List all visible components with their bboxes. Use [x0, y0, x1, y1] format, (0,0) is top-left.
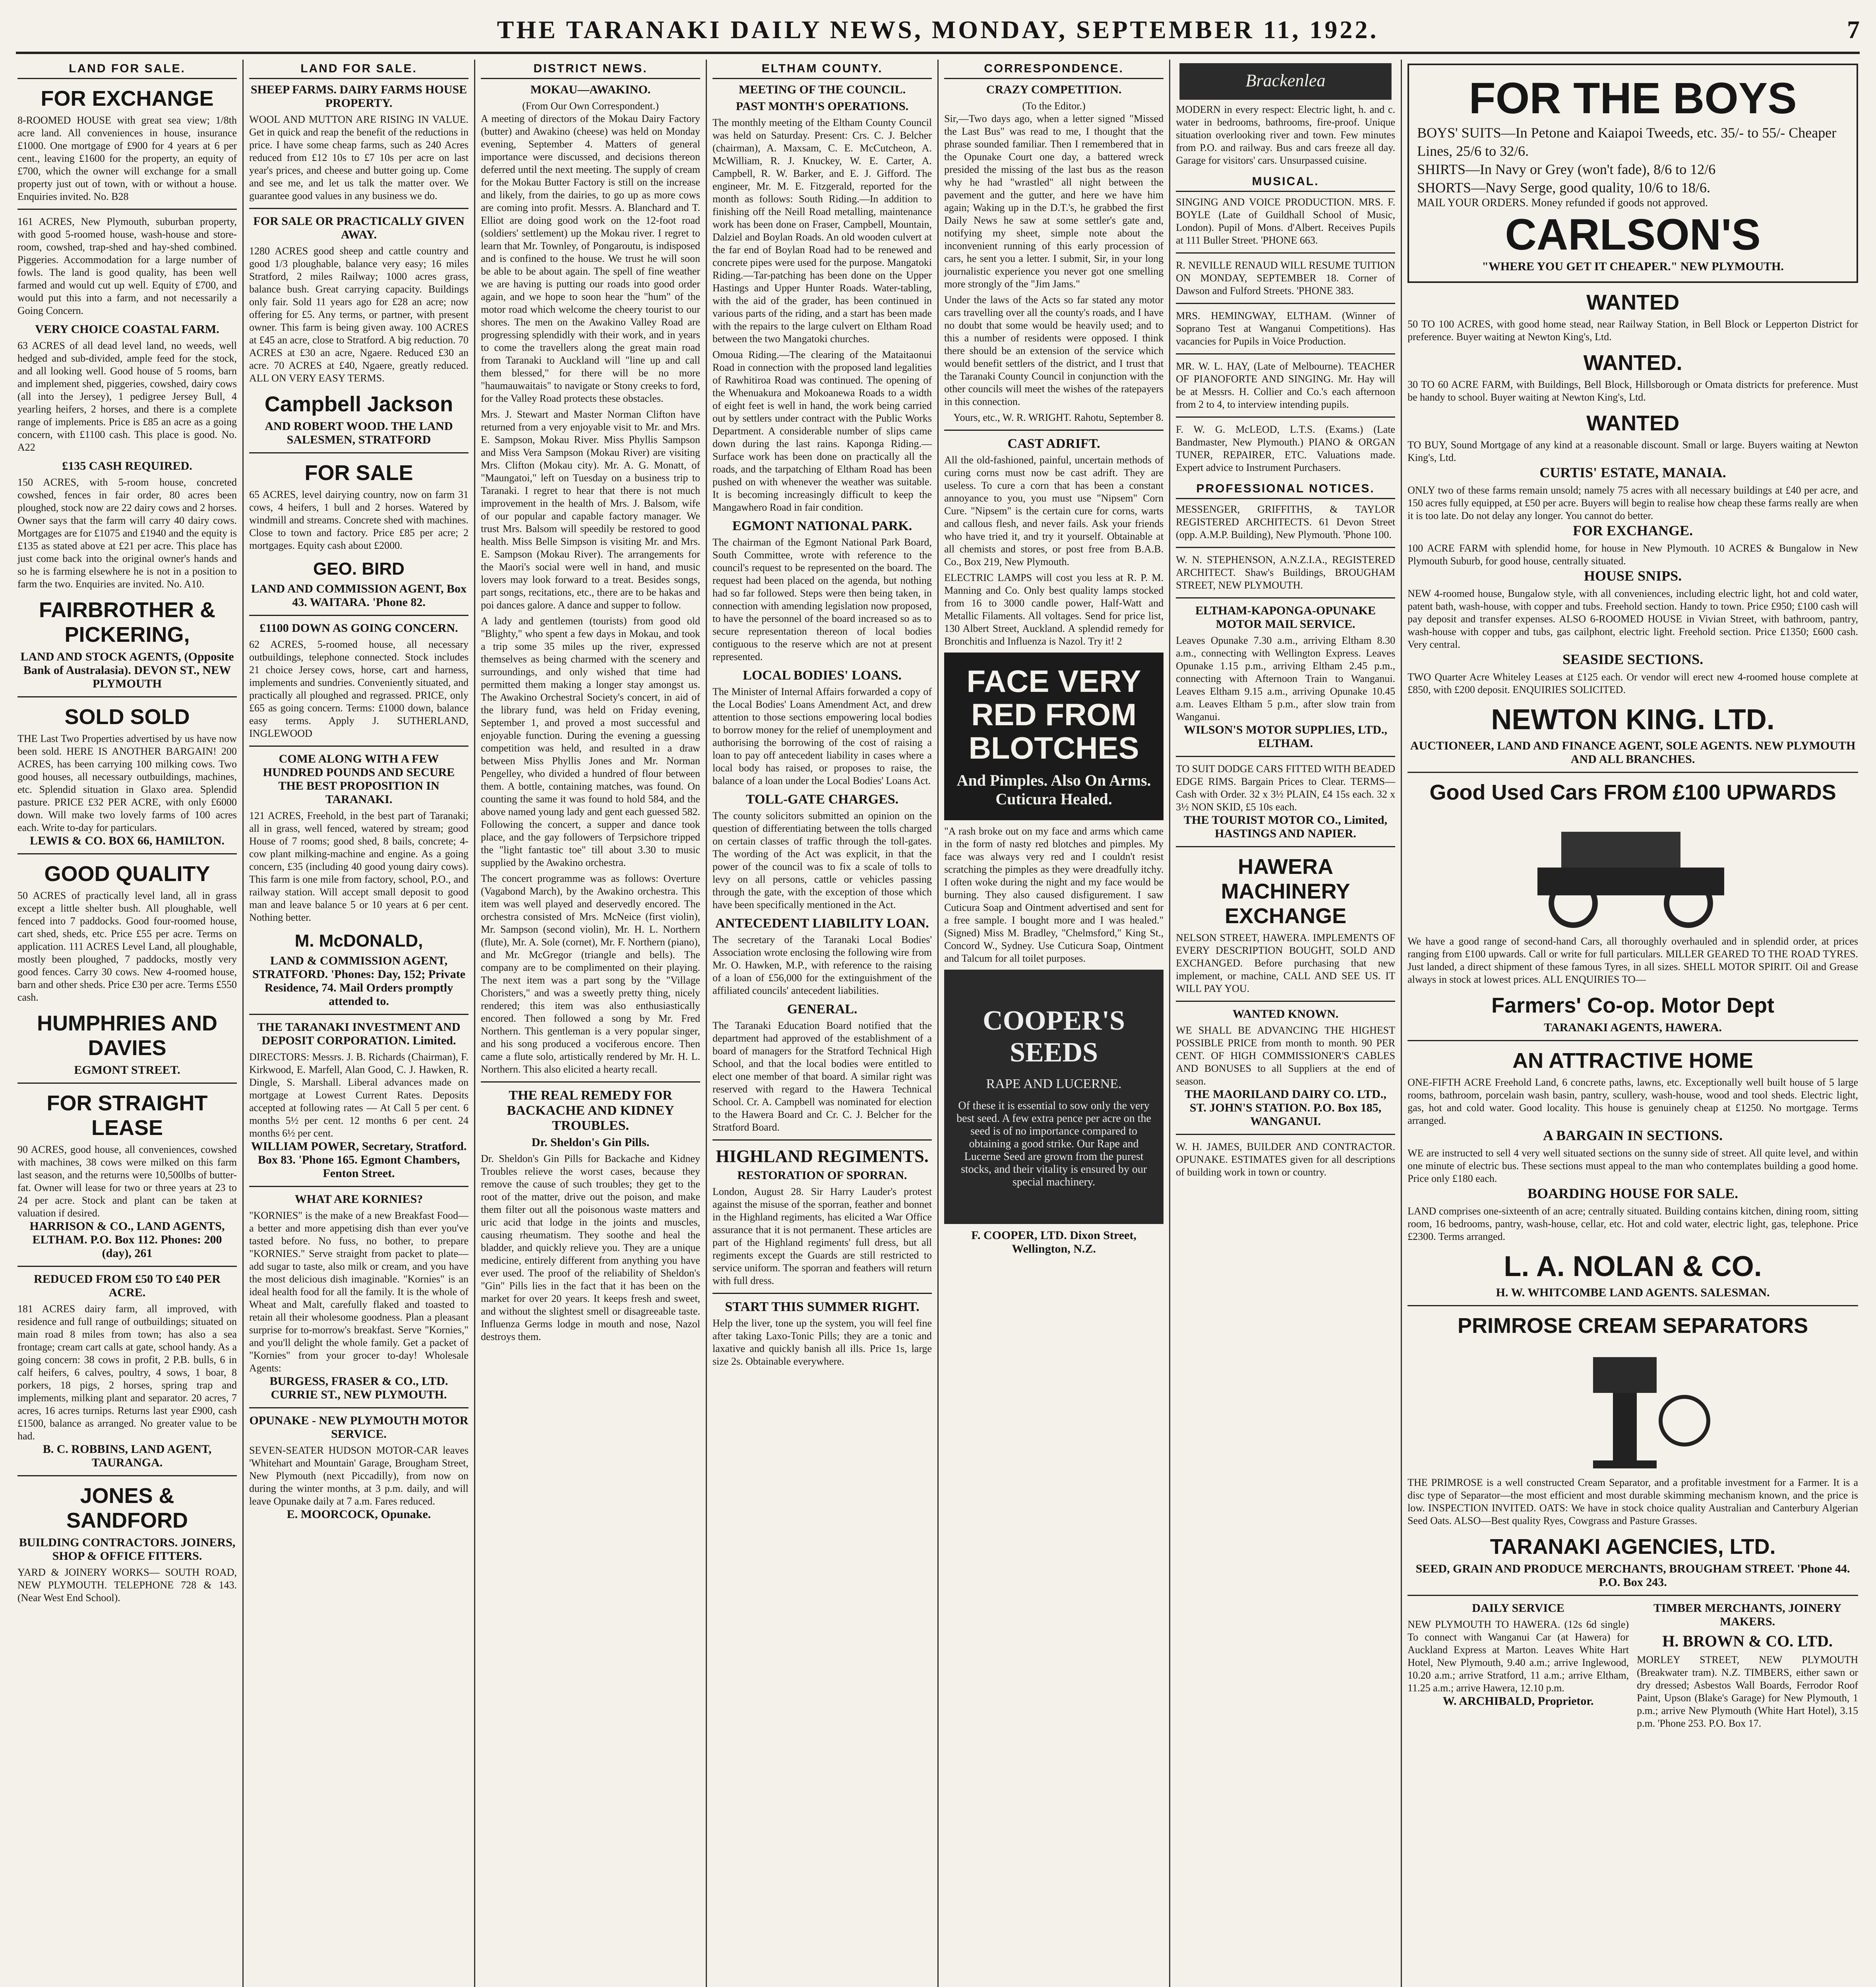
article-body: Sir,—Two days ago, when a letter signed "Missed the Last Bus" was read to me, I thought that the phrase sounded familiar. Then I remembered that in the Opunake Court one day, a battered wreck presided the missing of the last bus as the reason why he had "wrastled" all night between the pavement and the gutter, and here we have him again; Waking up in the D.T.'s, he grabbed the first Daily News he saw at some settler's gate and, notifying my sheet, simple note about the inconvenient running of this early procession of cars, he sent you a letter. I submit, Sir, in your long journalistic experience you never got one smelling more strongly of the "Jim Jams." — [944, 113, 1164, 290]
ad-line: BOYS' SUITS—In Petone and Kaiapoi Tweeds, etc. 35/- to 55/- Cheaper Lines, 25/6 to 32/6. — [1417, 125, 1837, 159]
divider — [17, 209, 237, 210]
ad-body: YARD & JOINERY WORKS— SOUTH ROAD, NEW PLYMOUTH. TELEPHONE 728 & 143. (Near West End School). — [17, 1567, 237, 1604]
section-heading: DISTRICT NEWS. — [481, 60, 700, 79]
bottom-ads — [1407, 1602, 1858, 1730]
ad-body: "A rash broke out on my face and arms which came in the form of nasty red blotches and pimples. My face was always very red and I couldn't resist scratching the pimples as they were dreadfully itchy. I often woke during the night and my face would be burning. They also caused disfigurement. I saw Cuticura Soap and Ointment advertised and sent for a free sample. I bought more and I was healed." (Signed) Miss M. Bradley, "Chelmsford," King St., Concord W., Sydney. Use Cuticura Soap, Ointment and Talcum for all toilet purposes. — [944, 825, 1164, 964]
ad-body: WE SHALL BE ADVANCING THE HIGHEST POSSIBLE PRICE from month to month. 90 PER CENT. OF HIGH COMMISSIONER'S CABLES AND BONUSES to all Suppliers at the end of season. — [1176, 1024, 1396, 1087]
agent-name: TARANAKI AGENCIES, LTD. — [1490, 1535, 1776, 1559]
ad-body: 30 TO 60 ACRE FARM, with Buildings, Bell Block, Hillsborough or Omata districts for preference. Must be handy to school. Buyer waiting at Newton King's, Ltd. — [1407, 379, 1859, 403]
section-heading: LAND FOR SALE. — [17, 60, 237, 79]
ad-body: 65 ACRES, level dairying country, now on farm 31 cows, 4 heifers, 1 bull and 2 horses. Watered by windmill and streams. Concrete shed with machines. Close to town and factory. Price £85 per acre; 2 mortgages. Equity cash about £2000. — [249, 489, 469, 551]
agent-name: HUMPHRIES AND DAVIES — [37, 1011, 218, 1060]
divider — [1176, 597, 1395, 598]
ad-body: 8-ROOMED HOUSE with great sea view; 1/8th acre land. All conveniences in house, insurance £1000. One mortgage of £900 for 4 years at 6 per cent., leaving £1600 for the property, an equity of £700, which the owner will exchange for a small property just out of town, with or without a house. Enquiries invited. No. B28 — [17, 114, 237, 202]
ad-body: MODERN in every respect: Electric light, h. and c. water in bedrooms, bathrooms, fire-proof. Unique situation overlooking river and town. Few minutes from P.O. and railway. Bus and cars freeze all day. Garage for visitors' cars. Unsurpassed cuisine. — [1176, 104, 1396, 166]
agent-name: W. ARCHIBALD, Proprietor. — [1442, 1695, 1594, 1708]
article-byline: (From Our Own Correspondent.) — [522, 100, 659, 112]
daily-service-ad — [1407, 1602, 1629, 1730]
ad-headline: FACE VERY RED FROM BLOTCHES — [966, 664, 1141, 765]
divider — [249, 615, 469, 616]
agent-details: WILLIAM POWER, Secretary, Stratford. Box 83. 'Phone 165. Egmont Chambers, Fenton Street. — [251, 1140, 467, 1180]
agent-name: Farmers' Co-op. Motor Dept — [1491, 993, 1774, 1017]
agent-details: EGMONT STREET. — [74, 1063, 180, 1077]
columns — [12, 60, 1864, 1987]
ad-body: W. H. JAMES, BUILDER AND CONTRACTOR. OPUNAKE. ESTIMATES given for all descriptions of building work in town or country. — [1176, 1141, 1396, 1178]
ad-title: A BARGAIN IN SECTIONS. — [1543, 1127, 1723, 1143]
agent-name: THE TOURIST MOTOR CO., Limited, HASTINGS AND NAPIER. — [1184, 813, 1388, 840]
divider — [17, 1266, 237, 1267]
agent-details: LAND & COMMISSION AGENT, STRATFORD. 'Phones: Day, 152; Private Residence, 74. Mail Orders promptly attended to. — [252, 954, 466, 1008]
article-body: Dr. Sheldon's Gin Pills for Backache and Kidney Troubles relieve the worst cases, because they remove the cause of such troubles; they get to the root of the matter, drive out the poison, and make them filter out all the poisonous waste matters and uric acid that lodge in the joints and muscles, causing rheumatism. They soothe and heal the bladder, and quickly relieve you. They are a unique medicine, entirely different from anything you have ever used. The proof of the reliability of Sheldon's "Gin" Pills lies in the fact that it has been on the market for over 20 years. It keeps fresh and sweet, and without the slightest smell or disagreeable taste. Influenza Germs lodge in mouth and nose, Nazol destroys them. — [481, 1153, 701, 1342]
ad-subtitle: £135 CASH REQUIRED. — [62, 459, 192, 473]
ad-body: MRS. HEMINGWAY, ELTHAM. (Winner of Soprano Test at Wanganui Competitions). Has vacancies for Pupils in Voice Production. — [1176, 310, 1396, 347]
column-6 — [1170, 60, 1402, 1987]
car-illustration — [1407, 808, 1858, 935]
cuticura-ad — [944, 653, 1164, 820]
ad-body: SEVEN-SEATER HUDSON MOTOR-CAR leaves 'Whitehart and Mountain' Garage, Brougham Street, New Plymouth (next Piccadilly), from now on during the winter months, at 3 p.m. daily, and will leave Opunake daily at 7 a.m. Fares reduced. — [249, 1445, 469, 1507]
ad-body: 50 TO 100 ACRES, with good home stead, near Railway Station, in Bell Block or Lepperton District for preference. Buyer waiting at Newton King's, Ltd. — [1407, 318, 1859, 343]
page-number: 7 — [1847, 15, 1860, 44]
agent-name: H. BROWN & CO. LTD. — [1662, 1632, 1833, 1650]
masthead — [16, 8, 1860, 54]
agent-name: WILSON'S MOTOR SUPPLIES, LTD., ELTHAM. — [1184, 723, 1387, 750]
ad-body: TO SUIT DODGE CARS FITTED WITH BEADED EDGE RIMS. Bargain Prices to Clear. TERMS—Cash with Order. 32 x 3½ PLAIN, £4 15s each. 32 x 3½ NON SKID, £5 10s each. — [1176, 763, 1396, 813]
ad-body: 50 ACRES of practically level land, all in grass except a little shelter bush. All ploughable, well fenced into 7 paddocks. Good four-roomed house, cart shed, sheds, etc. Price £55 per acre. Terms on application. 111 ACRES Level Land, all ploughable, mostly been ploughed, 7 paddocks, mostly very good fences. Carry 30 cows. New 4-roomed house, barn and other sheds. Price £30 per acre. Terms £550 cash. — [17, 890, 237, 1003]
ad-title: REDUCED FROM £50 TO £40 PER ACRE. — [34, 1272, 221, 1299]
divider — [1176, 416, 1395, 418]
article-body: London, August 28. Sir Harry Lauder's protest against the misuse of the sporran, feather and bonnet in the Highland regiments, has elicited a War Office assurance that it is not permanent. These articles are part of the Highland regiments' full dress, but all regiments except the Guards are still restricted to service uniform. The sporran and feathers will return with full dress. — [712, 1186, 932, 1286]
article-body: The Minister of Internal Affairs forwarded a copy of the Local Bodies' Loans Amendment Act, and drew attention to those sections empowering local bodies to borrow money for the relief of unemployment and authorising the borrowing of the cost of raising a loan to pay off antecedent liability in cases where a local body has raised, or proposes to raise, the balance of a loan under the Local Bodies' Loans Act. — [712, 686, 932, 786]
agent-name: F. COOPER, LTD. Dixon Street, Wellington, N.Z. — [971, 1229, 1136, 1255]
agent-name: FAIRBROTHER & PICKERING, — [39, 598, 215, 647]
ad-title: ELTHAM-KAPONGA-OPUNAKE MOTOR MAIL SERVICE. — [1195, 604, 1376, 631]
divider — [1176, 252, 1395, 254]
column-1 — [12, 60, 244, 1987]
article-title: ANTECEDENT LIABILITY LOAN. — [715, 916, 929, 931]
ad-title: TIMBER MERCHANTS, JOINERY MAKERS. — [1653, 1602, 1842, 1628]
column-2 — [244, 60, 475, 1987]
article-title: THE REAL REMEDY FOR BACKACHE AND KIDNEY TROUBLES. — [507, 1088, 674, 1133]
ad-body: Leaves Opunake 7.30 a.m., arriving Eltham 8.30 a.m., connecting with Wellington Express. Leaves Opunake 1.15 p.m., arriving Eltham 2.45 p.m., connecting with Afternoon Train to Wanganui. Leaves Eltham 9.15 a.m., arriving Opunake 10.45 a.m. Leaves Eltham 5 p.m., after slow train from Wanganui. — [1176, 635, 1396, 722]
ad-title: £1100 DOWN AS GOING CONCERN. — [259, 622, 458, 635]
agent-name: L. A. NOLAN & CO. — [1504, 1251, 1762, 1282]
ad-title: SOLD SOLD — [64, 705, 190, 729]
agent-name: Campbell Jackson — [264, 392, 453, 416]
ad-body: Of these it is essential to sow only the very best seed. A few extra pence per acre on the seed is of no importance compared to obtaining a good strike. Our Rape and Lucerne Seed are grown from the purest stocks, and their vitality is ensured by our special machinery. — [956, 1100, 1151, 1188]
divider — [249, 1186, 469, 1187]
ad-body: 90 ACRES, good house, all conveniences, cowshed with machines, 38 cows were milked on this farm last season, and the returns were 10,500lbs of butter-fat. Owner will lease for two or three years at 23 to 24 per acre. Stock and plant can be taken at valuation if desired. — [17, 1144, 237, 1219]
agent-name: HARRISON & CO., LAND AGENTS, ELTHAM. P.O. Box 112. Phones: 200 (day), 261 — [29, 1220, 225, 1260]
section-heading: ELTHAM COUNTY. — [712, 60, 932, 79]
divider — [1176, 756, 1395, 757]
article-body: ELECTRIC LAMPS will cost you less at R. P. M. Manning and Co. Only best quality lamps stocked from 16 to 3000 candle power, Half-Watt and Metallic Filaments. All voltages. Send for price list, 130 Albert Street, Auckland. A splendid remedy for Bronchitis and Influenza is Nazol. Try it! 2 — [944, 572, 1164, 647]
agent-details: H. W. WHITCOMBE LAND AGENTS. SALESMAN. — [1496, 1286, 1770, 1299]
divider — [712, 1293, 932, 1294]
ad-body: TO BUY, Sound Mortgage of any kind at a reasonable discount. Small or large. Buyers waiting at Newton King's, Ltd. — [1407, 439, 1859, 463]
ad-title: SEASIDE SECTIONS. — [1562, 651, 1704, 667]
ad-title: COME ALONG WITH A FEW HUNDRED POUNDS AND SECURE THE BEST PROPOSITION IN TARANAKI. — [263, 752, 455, 806]
divider — [249, 452, 469, 453]
ad-title: BOARDING HOUSE FOR SALE. — [1528, 1185, 1739, 1201]
ad-title: SHEEP FARMS. DAIRY FARMS HOUSE PROPERTY. — [250, 83, 467, 110]
agent-details: AND ROBERT WOOD. THE LAND SALESMEN, STRATFORD — [265, 420, 453, 446]
article-title: TOLL-GATE CHARGES. — [745, 792, 899, 807]
ad-body: ONE-FIFTH ACRE Freehold Land, 6 concrete paths, lawns, etc. Exceptionally well built house of 5 large rooms, bathroom, porcelain wash basin, pantry, scullery, wash-house, wood and tool sheds. Electric light, gas, hot and cold water. Good locality. This house is genuinely cheap at £1250. No mortgage. Terms arranged. — [1407, 1077, 1859, 1126]
ad-body: "KORNIES" is the make of a new Breakfast Food—a better and more appetising dish than ever you've tasted before. No fuss, no bother, to prepare "KORNIES." Serve straight from packet to plate—add sugar to taste, also milk or cream, and you have the most delicious dish imaginable. "Kornies" is an ideal health food for all the family. It is the whole of Wheat and Malt, carefully flaked and toasted to retain all their wholesome goodness. Plan a pleasant surprise for to-morrow's breakfast. Serve "Kornies," and you'll delight the whole family. Get a packet of "Kornies" from your grocer to-day! Wholesale Agents: — [249, 1210, 469, 1374]
article-title: START THIS SUMMER RIGHT. — [725, 1299, 920, 1314]
ad-body: TWO Quarter Acre Whiteley Leases at £125 each. Or vendor will erect new 4-roomed house complete at £850, with £200 deposit. ENQUIRIES SOLICITED. — [1407, 671, 1859, 695]
agent-name: BURGESS, FRASER & CO., LTD. CURRIE ST., NEW PLYMOUTH. — [269, 1375, 448, 1401]
divider — [1176, 547, 1395, 548]
ad-title: PRIMROSE CREAM SEPARATORS — [1458, 1314, 1808, 1338]
ad-body: MORLEY STREET, NEW PLYMOUTH (Breakwater tram). N.Z. TIMBERS, either sawn or dry dressed; Asbestos Wall Boards, Ferrodor Roof Paint, Upson (Blake's Garage) for New Plymouth, 1 p.m.; arrive New Plymouth (White Hart Hotel), 3.15 p.m. 'Phone 253. P.O. Box 17. — [1637, 1654, 1859, 1729]
ad-line: SHORTS—Navy Serge, good quality, 10/6 to 18/6. — [1417, 180, 1710, 196]
ad-title: WANTED — [1586, 290, 1680, 314]
brand-name: CARLSON'S — [1505, 210, 1761, 259]
article-subtitle: CRAZY COMPETITION. — [986, 83, 1122, 96]
coopers-seeds-ad — [944, 970, 1164, 1224]
ad-title: THE TARANAKI INVESTMENT AND DEPOSIT CORPORATION. Limited. — [257, 1021, 461, 1047]
agent-name: E. MOORCOCK, Opunake. — [287, 1508, 431, 1521]
brand-tagline: "WHERE YOU GET IT CHEAPER." NEW PLYMOUTH. — [1482, 260, 1784, 273]
article-title: HIGHLAND REGIMENTS. — [716, 1146, 929, 1166]
article-title: EGMONT NATIONAL PARK. — [732, 519, 912, 533]
ad-body: 100 ACRE FARM with splendid home, for house in New Plymouth. 10 ACRES & Bungalow in New Plymouth Suburb, for good house, centrally situated. — [1407, 542, 1859, 567]
divider — [1176, 846, 1395, 847]
article-salutation: (To the Editor.) — [1022, 100, 1086, 112]
ad-body: WOOL AND MUTTON ARE RISING IN VALUE. Get in quick and reap the benefit of the reductions in price. I have some cheap farms, such as 240 Acres reduced from £12 10s to £7 10s per acre on last year's prices, and cheese and butter going up. Come and see me, and let us talk the matter over. We guarantee good values in any business we do. — [249, 114, 469, 201]
ad-body: THE PRIMROSE is a well constructed Cream Separator, and a profitable investment for a Farmer. It is a disc type of Separator—the most efficient and most durable skimming mechanism known, and the price is low. INSPECTION INVITED. OATS: We have in stock choice quality Australian and Canterbury Algerian Seed Oats. ALSO—Best quality Ryes, Cowgrass and Pasture Grasses. — [1407, 1477, 1859, 1526]
divider — [249, 746, 469, 747]
article-title: GENERAL. — [787, 1002, 858, 1017]
article-body: Help the liver, tone up the system, you will feel fine after taking Laxo-Tonic Pills; they are a tonic and laxative and quickly banish all ills. Price 1s, large size 2s. Obtainable everywhere. — [712, 1317, 932, 1367]
agent-name: LEWIS & CO. BOX 66, HAMILTON. — [29, 834, 225, 847]
ad-body: THE Last Two Properties advertised by us have now been sold. HERE IS ANOTHER BARGAIN! 200 ACRES, has been carrying 100 milking cows. Two good houses, all necessary outbuildings, machines, etc. Splendid situation in Glaxo area. Splendid pasture. PRICE £32 PER ACRE, with only £6000 down. Will make two lovely farms of 100 acres each. Write to-day for particulars. — [17, 733, 237, 833]
ad-body: F. W. G. McLEOD, L.T.S. (Exams.) (Late Bandmaster, New Plymouth.) PIANO & ORGAN TUNER, REPAIRER, ETC. Valuations made. Expert advice to Instrument Purchasers. — [1176, 424, 1396, 473]
masthead-title: THE TARANAKI DAILY NEWS, MONDAY, SEPTEMBER 11, 1922. — [497, 15, 1379, 44]
article-subtitle: PAST MONTH'S OPERATIONS. — [736, 100, 909, 113]
agent-details: TARANAKI AGENTS, HAWERA. — [1544, 1021, 1722, 1034]
article-subtitle: Dr. Sheldon's Gin Pills. — [531, 1136, 650, 1149]
divider — [1407, 1040, 1858, 1041]
agent-details: AUCTIONEER, LAND AND FINANCE AGENT, SOLE AGENTS. NEW PLYMOUTH AND ALL BRANCHES. — [1410, 739, 1856, 766]
ad-title: FOR EXCHANGE — [41, 87, 214, 110]
ad-title: WHAT ARE KORNIES? — [294, 1193, 423, 1206]
agent-details: LAND AND COMMISSION AGENT, Box 43. WAITARA. 'Phone 82. — [251, 582, 467, 609]
ad-title: HOUSE SNIPS. — [1584, 568, 1682, 584]
section-heading: LAND FOR SALE. — [249, 60, 469, 79]
divider — [1407, 1305, 1858, 1306]
article-body: A lady and gentlemen (tourists) from good old "Blighty," who spent a few days in Mokau, and took a trip some 35 miles up the river, expressed themselves as being charmed with the scenery and surroundings, and only wished that time had permitted them making a longer stay amongst us. The Awakino Orchestral Society's concert, in aid of the library fund, was held on Friday evening, September 1, and proved a most successful and enjoyable function. During the evening a guessing competition was held, and resulted in a draw between Miss Phyllis Jones and Mr. Norman Pengelley, who divided a hundred of flour between them. A bottle, containing matches, was found. On counting the same it was found to hold 584, and the above named young lady and gent each guessed 582. Following the concert, a supper and dance took place, and the gay followers of Terpsichore tripped the "light fantastic toe" till about 3.30 to music supplied by the Awakino orchestra. — [481, 615, 701, 868]
letter-signoff: Yours, etc., W. R. WRIGHT. Rahotu, September 8. — [953, 412, 1164, 423]
divider — [17, 1083, 237, 1084]
divider — [249, 208, 469, 209]
ad-title: GOOD QUALITY — [44, 862, 210, 886]
ad-subheadline: And Pimples. Also On Arms. Cuticura Healed. — [956, 771, 1151, 808]
divider — [17, 696, 237, 697]
article-body: The chairman of the Egmont National Park Board, South Committee, wrote with reference to the council's request to be represented on the board. The request had been placed on the agenda, but nothing had so far followed. Steps were then being taken, in connection with amending legislation now proposed, to have the personnel of the board increased so as to secure representation thereon of local bodies contiguous to the reserve which are not at present represented. — [712, 536, 932, 662]
divider — [249, 1407, 469, 1408]
ad-title: FOR STRAIGHT LEASE — [46, 1091, 208, 1140]
agent-name: GEO. BIRD — [313, 559, 405, 579]
ad-title: OPUNAKE - NEW PLYMOUTH MOTOR SERVICE. — [249, 1414, 469, 1441]
ad-body: 150 ACRES, with 5-room house, concreted cowshed, fences in fair order, 80 acres been ploughed, stock now are 22 dairy cows and 2 horses. Owner says that the farm will carry 40 dairy cows. Mortgages are for £1075 and £1940 and the equity is £135 as stated above at £21 per acre. This place has just come back into the original owner's hands and so he is farming elsewhere he is not in a position to farm the two. Enquiries are invited. No. A10. — [17, 476, 237, 590]
ad-title: Good Used Cars FROM £100 UPWARDS — [1429, 780, 1836, 804]
agent-details: SEED, GRAIN AND PRODUCE MERCHANTS, BROUGHAM STREET. 'Phone 44. P.O. Box 243. — [1415, 1562, 1850, 1589]
ad-title: FOR SALE — [304, 461, 413, 485]
divider — [944, 430, 1164, 431]
agent-name: THE MAORILAND DAIRY CO. LTD., ST. JOHN'S STATION. P.O. Box 185, WANGANUI. — [1185, 1088, 1386, 1128]
ad-title: WANTED KNOWN. — [1232, 1007, 1339, 1021]
ad-headline: FOR THE BOYS — [1469, 74, 1797, 123]
ad-subtitle: BUILDING CONTRACTORS. JOINERS, SHOP & OFFICE FITTERS. — [19, 1536, 236, 1563]
ad-body: 181 ACRES dairy farm, all improved, with residence and full range of outbuildings; situated on main road 8 miles from town; has also a sea frontage; cream cart calls at gate, school handy. As a going concern: 38 cows in profit, 2 P.B. bulls, 6 in calf heifers, 6 calves, poultry, 4 sows, 1 boar, 8 porkers, 18 pigs, 2 horses, spring trap and implements, milking plant and separator. 20 acres, 7 acres, 16 acres turnips. Returns last year £900, cash £1500, balance as arranged. No greater value to be had. — [17, 1303, 237, 1442]
carlsons-ad — [1407, 64, 1858, 283]
article-subtitle: MEETING OF THE COUNCIL. — [739, 83, 906, 96]
divider — [1407, 1595, 1858, 1596]
divider — [1176, 303, 1395, 304]
article-subtitle: RESTORATION OF SPORRAN. — [737, 1169, 907, 1182]
article-title: CAST ADRIFT. — [1007, 436, 1100, 451]
article-subtitle: MOKAU—AWAKINO. — [530, 83, 651, 96]
ad-title: HAWERA MACHINERY EXCHANGE — [1221, 855, 1350, 928]
ad-body: 63 ACRES of all dead level land, no weeds, well hedged and sub-divided, ample feed for the stock, and all looking well. Good house of 5 rooms, barn and implement shed, piggeries, cowshed, dairy cows (all into the Jersey), 1 pedigree Jersey Bull, 4 yearling heifers, 2 horses, and there is a complete range of implements. Price is £85 an acre as a going concern, with £1100 cash. This place is good. No. A22 — [17, 340, 237, 453]
article-body: A meeting of directors of the Mokau Dairy Factory (butter) and Awakino (cheese) was held on Monday evening, September 4. Matters of general importance were discussed, and decisions thereon deferred until the next meeting. The supply of cream for the Mokau Butter Factory is still on the increase and likely, from the dairies, to go up as more cows are coming into profit. Messrs. A. Blanchard and T. Elliot are doing good work on the 12-foot road (soldiers' settlement) up the Mokau river. I regret to learn that Mr. Townley, of Pongaroutu, is indisposed and is confined to the house. We trust he will soon be able to be about again. The spell of fine weather we are having is putting our roads into good order again, and we hope to soon hear the "hum" of the motor road which welcome the cheery tourist to our shores. The men on the Awakino Valley Road are progressing splendidly with their work, and in years to come the travellers along the great main road from Taranaki to Auckland will "line up and call them blessed," for there will be no more "haumauwaitais" to navigate or Stony creeks to ford, for the Valley Road protects these obstacles. — [481, 113, 701, 404]
article-body: The monthly meeting of the Eltham County Council was held on Saturday. Present: Crs. C. J. Belcher (chairman), A. Maxsam, C. E. McCutcheon, A. McWilliam, R. J. Knuckey, W. E. Carter, A. Campbell, R. W. Barker, and E. J. Gifford. The engineer, Mr. M. E. Fitzgerald, reported for the month as follows: South Riding.—In addition to finishing off the Neill Road metalling, maintenance work has been done on Fraser, Campbell, Mountain, Dalziel and Boylan Roads. An old wooden culvert at the far end of Boylan Road had to be renewed and concrete pipes were used for the purpose. Mangatoki Riding.—Tar-patching has been done on the Upper Hastings and Upper Hunter Roads. Water-tabling, with the aid of the grader, has been continued in various parts of the riding, and a start has been made with the repairs to the large culvert on Eltham Road between the two Mangatoki churches. — [712, 117, 932, 345]
ad-body: MR. W. L. HAY, (Late of Melbourne). TEACHER OF PIANOFORTE AND SINGING. Mr. Hay will be at Messrs. H. Collier and Co.'s each afternoon from 2 to 4, to interview intending pupils. — [1176, 360, 1396, 410]
ad-line: SHIRTS—In Navy or Grey (won't fade), 8/6 to 12/6 — [1417, 161, 1716, 177]
divider — [1176, 1001, 1395, 1002]
ad-body: 62 ACRES, 5-roomed house, all necessary outbuildings, telephone connected. Stock includes 21 choice Jersey cows, horse, cart and harness, implements and sundries. Conveniently situated, and practically all ploughed and regrassed. PRICE, only £65 as going concern. Terms: £1000 down, balance easy terms. Apply J. SUTHERLAND, INGLEWOOD — [249, 639, 469, 739]
article-body: The Taranaki Education Board notified that the department had approved of the establishment of a board of managers for the Stratford Technical High School, and that the local bodies were entitled to elect one member of that board. A similar right was reserved with regard to the Hawera Technical School. Cr. A. Campbell was nominated for election to the Hawera Board and Cr. C. J. Belcher for the Stratford Board. — [712, 1020, 932, 1133]
ad-title: WANTED — [1586, 411, 1680, 435]
divider — [712, 1139, 932, 1141]
ad-body: We have a good range of second-hand Cars, all thoroughly overhauled and in splendid order, at prices ranging from £100 upwards. Call or write for full particulars. MILLER GEARED TO THE ROAD TYRES. Just landed, a direct shipment of these famous Tyres, in all sizes. SHELL MOTOR SPIRIT. Oil and Grease always in stock at lowest prices. ALL ENQUIRIES TO— — [1407, 935, 1859, 985]
ad-title: CURTIS' ESTATE, MANAIA. — [1539, 465, 1726, 480]
divider — [17, 1475, 237, 1476]
ad-body: SINGING AND VOICE PRODUCTION. MRS. F. BOYLE (Late of Guildhall School of Music, London). Pupil of Mons. d'Albert. Receives Pupils at 111 Buller Street. 'PHONE 663. — [1176, 196, 1396, 246]
ad-body: MESSENGER, GRIFFITHS, & TAYLOR REGISTERED ARCHITECTS. 61 Devon Street (opp. A.M.P. Building), New Plymouth. 'Phone 100. — [1176, 504, 1396, 540]
column-7 — [1402, 60, 1864, 1987]
hotel-logo-text: Brackenlea — [1245, 70, 1326, 90]
article-body: Mrs. J. Stewart and Master Norman Clifton have returned from a very enjoyable visit to Mr. and Mrs. E. Sampson, Mokau River. Miss Phyllis Sampson and Miss Vera Sampson (Mokau River) are visiting Mrs. Clifton (Mokau city). Mr. A. G. Monatt, of "Maungatoi," left on Tuesday on a business trip to Taranaki. I regret to hear that there is not much improvement in the health of Mrs. J. Balsom, wife of our popular and capable factory manager. We trust Mrs. Balsom will speedily be restored to good health. Miss Belle Simpson is visiting Mr. and Mrs. E. Sampson (Mokau River). The arrangements for the Maori's social were well in hand, and music lovers may look forward to a treat. Besides songs, part songs, recitations, etc., there are to be hakas and poi dances galore. A dance and supper to follow. — [481, 409, 701, 611]
ad-body: ONLY two of these farms remain unsold; namely 75 acres with all necessary buildings at £40 per acre, and 150 acres fully equipped, at £50 per acre. Buyers will begin to realise how cheap these farms really are when it is too late. Do not delay any longer. You cannot do better. — [1407, 484, 1859, 521]
divider — [17, 853, 237, 854]
ad-body: W. N. STEPHENSON, A.N.Z.I.A., REGISTERED ARCHITECT. Shaw's Buildings, BROUGHAM STREET, NEW PLYMOUTH. — [1176, 554, 1396, 591]
ad-title: WANTED. — [1583, 351, 1682, 375]
article-body: The concert programme was as follows: Overture (Vagabond March), by the Awakino orchestra. This item was well played and deservedly encored. The orchestra consisted of Mrs. McNeice (first violin), Mr. Sampson (second violin), Mr. H. L. Northern (flute), Mr. A. Sole (cornet), Mr. F. Northern (piano), and Mr. McGregor (triangle and bells). The company are to be complimented on their playing. The next item was a part song by the "Village Choristers," and was a sweetly pretty thing, nicely rendered; this item was also enthusiastically encored. Then followed a song by Mr. Fred Northern. This gentleman is a very popular singer, and his song produced a vociferous encore. Then came a flute solo, artistically rendered by Mr. H. L. Northern. This also elicited a hearty recall. — [481, 873, 701, 1075]
divider — [1407, 772, 1858, 773]
column-4 — [707, 60, 939, 1987]
ad-title: DAILY SERVICE — [1472, 1602, 1564, 1615]
column-3 — [475, 60, 707, 1987]
ad-body: 1280 ACRES good sheep and cattle country and good 1/3 ploughable, balance very easy; 16 miles Stratford, 2 miles Railway; 1000 acres grass, balance bush. Great carrying capacity. Buildings only fair. Sold 11 years ago for £28 an acre; now offering for £5. Any terms, or partner, with present owner. This farm is being given away. 100 ACRES at £45 an acre, close to Stratford. A big reduction. 70 ACRES at £30 an acre, Ngaere. Reduced £30 an acre. 70 ACRES at £40, Ngaere, greatly reduced. ALL ON VERY EASY TERMS. — [249, 245, 469, 384]
agent-details: LAND AND STOCK AGENTS, (Opposite Bank of Australasia). DEVON ST., NEW PLYMOUTH — [20, 650, 234, 690]
divider — [249, 1014, 469, 1015]
agent-name: NEWTON KING. LTD. — [1491, 704, 1775, 736]
ad-title: FOR EXCHANGE. — [1573, 523, 1693, 538]
article-title: LOCAL BODIES' LOANS. — [743, 668, 902, 683]
article-body: Under the laws of the Acts so far stated any motor cars travelling over all the county's roads, and I have no doubt that some would be heavily used; and to this a number of residents were opposed. I think there should be an extension of the service which would benefit settlers of the district, and I trust that the Taranaki County Council in conjunction with the other councils will meet the wishes of the ratepayers in this connection. — [944, 294, 1164, 407]
ad-body: 161 ACRES, New Plymouth, suburban property, with good 5-roomed house, wash-house and store-room, cowshed, trap-shed and hay-shed combined. Piggeries. Accommodation for a large number of fowls. The land is good quality, has been well farmed and would cut up well. Equity of £700, and would put this into a farm, and not necessarily a Going Concern. — [17, 216, 237, 316]
ad-subtitle: VERY CHOICE COASTAL FARM. — [35, 323, 219, 336]
timber-merchants-ad — [1637, 1602, 1858, 1730]
agent-name: B. C. ROBBINS, LAND AGENT, TAURANGA. — [43, 1443, 212, 1469]
ad-title: AN ATTRACTIVE HOME — [1512, 1049, 1754, 1073]
section-heading: CORRESPONDENCE. — [944, 60, 1164, 79]
article-body: Omoua Riding.—The clearing of the Mataitaonui Road in connection with the proposed land legalities of Rawhitiroa Road was continued. The opening of the Whenuakura and Mokoanewa Roads to a width of eight feet is well in hand, the work being carried out by settlers under contract with the Public Works Department. A considerable number of slips came down during the last rains. Kaponga Riding.—Surface work has been done on practically all the roads, and the tarpatching of Eltham Road has been pushed on with whenever the weather was suitable. It is becoming increasingly difficult to keep the Mangawhero Road in fair condition. — [712, 349, 932, 513]
ad-title: FOR SALE OR PRACTICALLY GIVEN AWAY. — [253, 215, 465, 241]
section-heading: PROFESSIONAL NOTICES. — [1176, 480, 1395, 499]
ad-title: JONES & SANDFORD — [66, 1484, 188, 1532]
ad-body: DIRECTORS: Messrs. J. B. Richards (Chairman), F. Kirkwood, E. Marfell, Alan Good, C. J. Hawken, R. Dingle, S. Marshall. Liberal advances made on mortgage at Lowest Current Rates. Deposits accepted at following rates — At Call 5 per cent. 6 months 5½ per cent. 12 months 6 per cent. 24 months 6½ per cent. — [249, 1051, 469, 1139]
hotel-logo-image — [1176, 60, 1395, 103]
separator-illustration — [1407, 1341, 1858, 1476]
ad-subheadline: RAPE AND LUCERNE. — [986, 1077, 1122, 1091]
agent-name: M. McDONALD, — [294, 931, 423, 951]
ad-body: LAND comprises one-sixteenth of an acre; centrally situated. Building contains kitchen, dining room, sitting room, 16 bedrooms, pantry, wash-house, cellar, etc. Hot and cold water, electric light, gas, telephone. Price £2300. Terms arranged. — [1407, 1205, 1859, 1242]
column-5 — [939, 60, 1170, 1987]
section-heading: MUSICAL. — [1176, 172, 1395, 192]
article-body: The secretary of the Taranaki Local Bodies' Association wrote enclosing the following wire from Mr. O. Hawken, M.P., with reference to the raising of a loan of £56,000 for the extinguishment of the affiliated councils' antecedent liabilities. — [712, 934, 932, 996]
ad-body: NEW PLYMOUTH TO HAWERA. (12s 6d single) To connect with Wanganui Car (at Hawera) for Auckland Express at Marton. Leaves White Hart Hotel, New Plymouth, 9.40 a.m.; arrive Inglewood, 10.20 a.m.; arrive Stratford, 11 a.m.; arrive Eltham, 11.25 a.m.; arrive Hawera, 12.10 p.m. — [1407, 1619, 1629, 1694]
article-body: All the old-fashioned, painful, uncertain methods of curing corns must now be cast adrift. They are useless. To cure a corn that has been a constant annoyance to you, you must use "Nipsem" Corn Cure. "Nipsem" is the certain cure for corns, warts and callous flesh, and never fails. Ask your friends who have tried it, and try it yourself. Obtainable at all chemists and stores, or post free from B.A.B. Co., Box 219, New Plymouth. — [944, 454, 1164, 567]
divider — [481, 1081, 700, 1083]
ad-body: NEW 4-roomed house, Bungalow style, with all conveniences, including electric light, hot and cold water, patent bath, wash-house, with copper and tubs. Freehold section. Handy to town. Price £950; £100 cash will pay deposit and transfer expenses. ALSO 6-ROOMED HOUSE in Vivian Street, with bathroom, pantry, wash-house with copper and tubs, gas cailphont, electric light. Freehold section. Price £1350; £600 cash. Very central. — [1407, 588, 1859, 650]
ad-body: R. NEVILLE RENAUD WILL RESUME TUITION ON MONDAY, SEPTEMBER 18. Corner of Dawson and Fulford Streets. 'PHONE 383. — [1176, 260, 1396, 296]
ad-body: NELSON STREET, HAWERA. IMPLEMENTS OF EVERY DESCRIPTION BOUGHT, SOLD AND EXCHANGED. Before purchasing that new implement, or machine, CALL AND SEE US. IT WILL PAY YOU. — [1176, 932, 1396, 994]
ad-body: 121 ACRES, Freehold, in the best part of Taranaki; all in grass, well fenced, watered by stream; good House of 7 rooms; good shed, 8 bails, concrete; 4-cow plant milking-machine and engine. As a going concern, £35 (including 40 good young dairy cows). This farm is one mile from factory, school, P.O., and railway station. Will accept small deposit to good man and leave balance 5 or 10 years at 6 per cent. Nothing better. — [249, 810, 469, 923]
article-body: The county solicitors submitted an opinion on the question of differentiating between the tolls charged on certain classes of traffic through the toll-gates. The wording of the Act was explicit, in that the power of the council was to fix a scale of tolls to levy on all persons, cattle or vehicles passing through the gate, with the exception of those which have been specifically mentioned in the Act. — [712, 810, 932, 910]
ad-headline: COOPER'S SEEDS — [983, 1005, 1125, 1068]
ad-line: MAIL YOUR ORDERS. Money refunded if goods not approved. — [1417, 197, 1708, 209]
divider — [1176, 353, 1395, 354]
divider — [1176, 1134, 1395, 1135]
ad-body: WE are instructed to sell 4 very well situated sections on the sunny side of street. All quite level, and within one minute of electric bus. These sections must appeal to the man who contemplates building a good home. Price only £180 each. — [1407, 1147, 1859, 1184]
